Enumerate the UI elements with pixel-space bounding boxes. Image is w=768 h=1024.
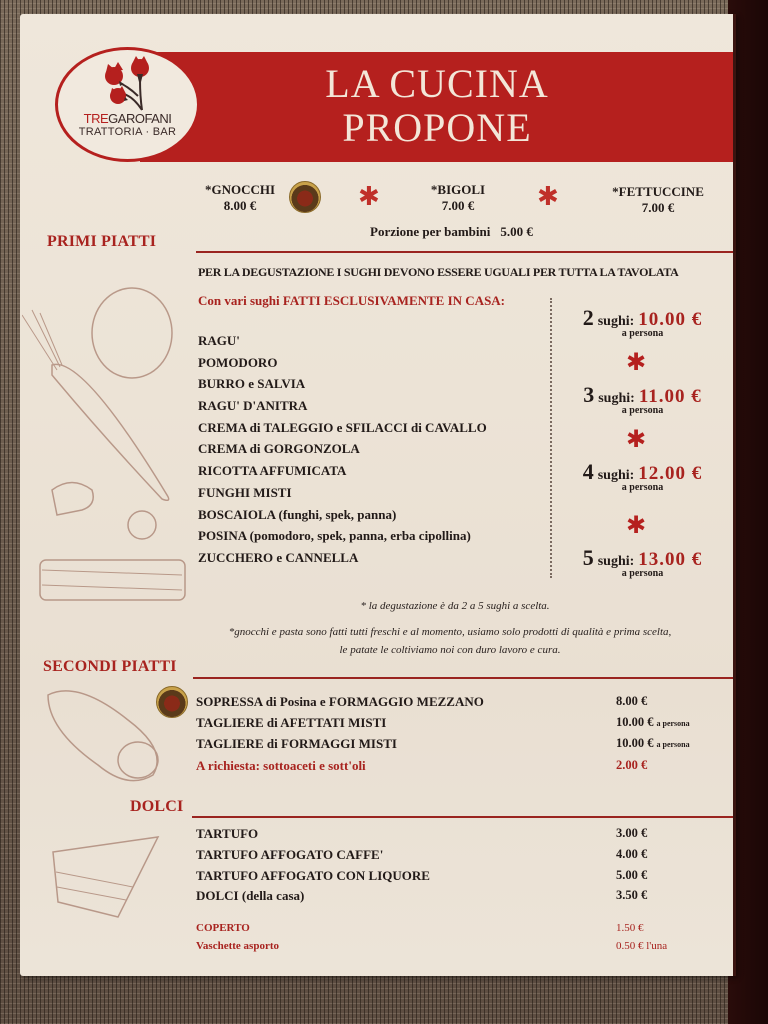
sauces-intro: Con vari sughi FATTI ESCLUSIVAMENTE IN CASA: [198,293,506,308]
page-title [140,62,734,150]
menu-item: TAGLIERE di FORMAGGI MISTI 10.00 € a persona [196,736,690,751]
list-item: ZUCCHERO e CANNELLA [198,549,359,565]
list-item: RAGU' [198,333,240,348]
quality-seal-icon [289,181,321,213]
section-divider [196,251,734,253]
quality-seal-icon [156,686,188,718]
takeaway-containers: Vaschette asporto 0.50 € l'una [196,940,668,952]
list-item: BURRO e SALVIA [198,376,306,392]
tier-4-sauces: 4 sughi: 12.00 € a persona [582,459,703,493]
carnation-flowers-icon [96,56,160,114]
menu-item: TARTUFO 3.00 € [196,826,648,841]
list-item: CREMA di GORGONZOLA [198,441,360,457]
pasta-gnocchi: *GNOCCHI 8.00 € [204,182,276,213]
menu-item: SOPRESSA di Posina e FORMAGGIO MEZZANO 8.00 € [196,694,648,709]
sauce-list [198,331,487,570]
tier-2-sauces: 2 sughi: 10.00 € a persona [582,305,703,339]
title-line-1: LA CUCINA [325,61,549,106]
asterisk-icon: ✱ [537,182,559,212]
list-item: CREMA di TALEGGIO e SFILACCI di CAVALLO [198,419,487,435]
menu-item: DOLCI (della casa) 3.50 € [196,888,648,903]
dotted-divider [550,298,552,578]
title-line-2: PROPONE [342,105,532,150]
cover-charge: COPERTO 1.50 € [196,922,644,934]
tier-5-sauces: 5 sughi: 13.00 € a persona [582,545,703,579]
section-title-primi: PRIMI PIATTI [47,233,157,250]
cake-slice-sketch-icon [48,832,168,922]
logo-subtitle: TRATTORIA · BAR [78,126,177,138]
tasting-note: * la degustazione è da 2 a 5 sughi a scelta. [360,600,550,612]
tier-3-sauces: 3 sughi: 11.00 € a persona [583,382,702,416]
menu-item: TARTUFO AFFOGATO CAFFE' 4.00 € [196,847,648,862]
logo-name: TREGAROFANI [83,111,172,126]
kids-portion: Porzione per bambini 5.00 € [370,224,533,239]
list-item: POSINA (pomodoro, spek, panna, erba cipollina) [198,528,471,544]
pasta-bigoli: *BIGOLI 7.00 € [430,182,486,213]
list-item: BOSCAIOLA (funghi, spek, panna) [198,506,397,522]
section-title-dolci: DOLCI [130,798,184,815]
list-item: RAGU' D'ANITRA [198,398,308,414]
restaurant-logo [55,47,200,162]
fresh-pasta-note: *gnocchi e pasta sono fatti tutti freschi e al momento, usiamo solo prodotti di qualità e prima scelta, [228,626,672,638]
vegetables-sketch-icon [22,285,192,615]
tasting-notice: PER LA DEGUSTAZIONE I SUGHI DEVONO ESSERE UGUALI PER TUTTA LA TAVOLATA [198,265,679,279]
menu-item: TAGLIERE di AFETTATI MISTI 10.00 € a persona [196,715,690,730]
section-divider [193,677,734,679]
section-title-secondi: SECONDI PIATTI [43,658,177,675]
list-item: POMODORO [198,354,278,370]
potatoes-note: le patate le coltiviamo noi con duro lavoro e cura. [339,644,561,656]
menu-item: A richiesta: sottoaceti e sott'oli 2.00 € [196,758,648,773]
pasta-fettuccine: *FETTUCCINE 7.00 € [612,184,704,215]
menu-item: TARTUFO AFFOGATO CON LIQUORE 5.00 € [196,868,648,883]
asterisk-icon: ✱ [358,182,380,212]
section-divider [192,816,734,818]
list-item: RICOTTA AFFUMICATA [198,463,347,479]
asterisk-icon: ✱ [626,348,647,376]
asterisk-icon: ✱ [626,511,647,539]
asterisk-icon: ✱ [626,425,647,453]
salami-sketch-icon [38,680,168,785]
list-item: FUNGHI MISTI [198,484,292,500]
